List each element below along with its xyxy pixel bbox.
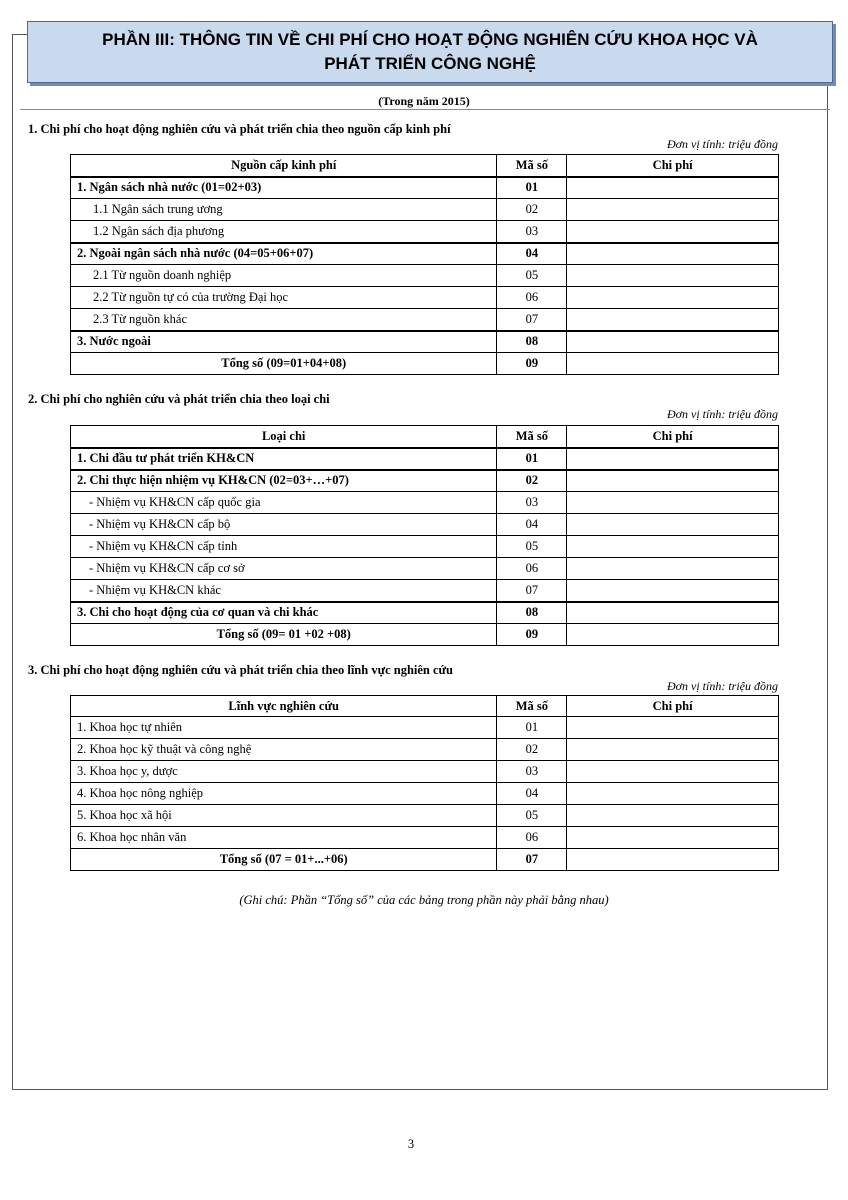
cost-input-cell[interactable] [567, 761, 779, 783]
row-label: 1.1 Ngân sách trung ương [71, 199, 497, 221]
row-code: 08 [497, 602, 567, 624]
row-label: 2.2 Từ nguồn tự có của trường Đại học [71, 287, 497, 309]
row-code: 08 [497, 331, 567, 353]
row-label: Tổng số (09=01+04+08) [71, 353, 497, 375]
year-label: (Trong năm 2015) [378, 94, 470, 108]
table-row [71, 492, 779, 514]
cost-input-cell[interactable] [567, 849, 779, 871]
table-row [71, 331, 779, 353]
row-code: 02 [497, 739, 567, 761]
row-label: 1.2 Ngân sách địa phương [71, 221, 497, 243]
table-row [71, 448, 779, 470]
row-code: 01 [497, 717, 567, 739]
cost-input-cell[interactable] [567, 827, 779, 849]
table-row [71, 470, 779, 492]
expense-type-table [70, 425, 779, 646]
cost-input-cell[interactable] [567, 558, 779, 580]
row-code: 04 [497, 243, 567, 265]
cost-input-cell[interactable] [567, 602, 779, 624]
table-row [71, 265, 779, 287]
cost-input-cell[interactable] [567, 783, 779, 805]
header-divider [20, 109, 830, 110]
cost-input-cell[interactable] [567, 287, 779, 309]
table-row [71, 580, 779, 602]
cost-input-cell[interactable] [567, 199, 779, 221]
table-row [71, 177, 779, 199]
cost-input-cell[interactable] [567, 331, 779, 353]
row-label: Tổng số (07 = 01+...+06) [71, 849, 497, 871]
row-code: 04 [497, 783, 567, 805]
row-label: 3. Nước ngoài [71, 331, 497, 353]
row-label: 3. Khoa học y, dược [71, 761, 497, 783]
row-code: 07 [497, 580, 567, 602]
table-row [71, 309, 779, 331]
cost-input-cell[interactable] [567, 221, 779, 243]
row-label: 2.1 Từ nguồn doanh nghiệp [71, 265, 497, 287]
row-code: 01 [497, 448, 567, 470]
table-row [71, 221, 779, 243]
table-row [71, 602, 779, 624]
row-code: 07 [497, 849, 567, 871]
cost-input-cell[interactable] [567, 309, 779, 331]
cost-input-cell[interactable] [567, 536, 779, 558]
cost-input-cell[interactable] [567, 448, 779, 470]
section3-title: 3. Chi phí cho hoạt động nghiên cứu và phát triển chia theo lĩnh vực nghiên cứu [28, 663, 454, 677]
row-label: - Nhiệm vụ KH&CN cấp tỉnh [71, 536, 497, 558]
table-row [71, 739, 779, 761]
table-row [71, 287, 779, 309]
row-code: 05 [497, 805, 567, 827]
table-row [71, 761, 779, 783]
row-label: 5. Khoa học xã hội [71, 805, 497, 827]
table-row [71, 558, 779, 580]
table-row-total [71, 624, 779, 646]
row-label: - Nhiệm vụ KH&CN khác [71, 580, 497, 602]
row-code: 05 [497, 265, 567, 287]
row-label: 1. Ngân sách nhà nước (01=02+03) [71, 177, 497, 199]
section-header [27, 21, 833, 83]
col-header-code: Mã số [497, 426, 567, 448]
row-code: 02 [497, 470, 567, 492]
cost-input-cell[interactable] [567, 243, 779, 265]
cost-input-cell[interactable] [567, 177, 779, 199]
row-label: - Nhiệm vụ KH&CN cấp cơ sở [71, 558, 497, 580]
row-code: 09 [497, 624, 567, 646]
table-row [71, 243, 779, 265]
cost-input-cell[interactable] [567, 265, 779, 287]
row-label: 2. Khoa học kỹ thuật và công nghệ [71, 739, 497, 761]
row-code: 06 [497, 558, 567, 580]
row-label: 2. Ngoài ngân sách nhà nước (04=05+06+07) [71, 243, 497, 265]
research-field-table [70, 695, 779, 871]
cost-input-cell[interactable] [567, 353, 779, 375]
row-label: 1. Chi đầu tư phát triển KH&CN [71, 448, 497, 470]
section1-unit: Đơn vị tính: triệu đồng [666, 137, 778, 151]
table-row [71, 805, 779, 827]
table-row [71, 783, 779, 805]
col-header-cost: Chi phí [567, 426, 779, 448]
cost-input-cell[interactable] [567, 805, 779, 827]
col-header-cost: Chi phí [567, 696, 779, 717]
row-label: - Nhiệm vụ KH&CN cấp quốc gia [71, 492, 497, 514]
section3-unit: Đơn vị tính: triệu đồng [666, 679, 778, 693]
cost-input-cell[interactable] [567, 470, 779, 492]
page-number: 3 [407, 1137, 415, 1151]
row-label: Tổng số (09= 01 +02 +08) [71, 624, 497, 646]
col-header-code: Mã số [497, 696, 567, 717]
row-label: 1. Khoa học tự nhiên [71, 717, 497, 739]
row-code: 09 [497, 353, 567, 375]
footnote: (Ghi chú: Phần “Tổng số” của các bảng trong phần này phải bằng nhau) [239, 893, 609, 907]
table-row-total [71, 353, 779, 375]
table-row-total [71, 849, 779, 871]
row-code: 03 [497, 761, 567, 783]
row-label: 2.3 Từ nguồn khác [71, 309, 497, 331]
col-header-type: Loại chi [71, 426, 497, 448]
col-header-source: Nguồn cấp kinh phí [71, 155, 497, 177]
table-row [71, 514, 779, 536]
row-code: 03 [497, 492, 567, 514]
row-code: 07 [497, 309, 567, 331]
table-row [71, 199, 779, 221]
row-code: 04 [497, 514, 567, 536]
section1-title: 1. Chi phí cho hoạt động nghiên cứu và phát triển chia theo nguồn cấp kinh phí [28, 122, 451, 136]
table-row [71, 717, 779, 739]
section2-unit: Đơn vị tính: triệu đồng [666, 407, 778, 421]
cost-input-cell[interactable] [567, 580, 779, 602]
row-code: 06 [497, 287, 567, 309]
cost-input-cell[interactable] [567, 492, 779, 514]
row-label: 4. Khoa học nông nghiệp [71, 783, 497, 805]
cost-input-cell[interactable] [567, 624, 779, 646]
cost-input-cell[interactable] [567, 717, 779, 739]
header-title-line1: PHẦN III: THÔNG TIN VỀ CHI PHÍ CHO HOẠT ĐỘNG NGHIÊN CỨU KHOA HỌC VÀ [102, 30, 758, 49]
row-label: 3. Chi cho hoạt động của cơ quan và chi khác [71, 602, 497, 624]
row-label: - Nhiệm vụ KH&CN cấp bộ [71, 514, 497, 536]
header-title-line2: PHÁT TRIỂN CÔNG NGHỆ [324, 54, 536, 73]
cost-input-cell[interactable] [567, 514, 779, 536]
cost-input-cell[interactable] [567, 739, 779, 761]
row-code: 02 [497, 199, 567, 221]
col-header-cost: Chi phí [567, 155, 779, 177]
row-label: 6. Khoa học nhân văn [71, 827, 497, 849]
col-header-code: Mã số [497, 155, 567, 177]
col-header-field: Lĩnh vực nghiên cứu [71, 696, 497, 717]
row-label: 2. Chi thực hiện nhiệm vụ KH&CN (02=03+…+07) [71, 470, 497, 492]
table-row [71, 536, 779, 558]
row-code: 06 [497, 827, 567, 849]
section2-title: 2. Chi phí cho nghiên cứu và phát triển chia theo loại chi [28, 392, 330, 406]
funding-source-table [70, 154, 779, 375]
row-code: 01 [497, 177, 567, 199]
row-code: 05 [497, 536, 567, 558]
row-code: 03 [497, 221, 567, 243]
table-row [71, 827, 779, 849]
